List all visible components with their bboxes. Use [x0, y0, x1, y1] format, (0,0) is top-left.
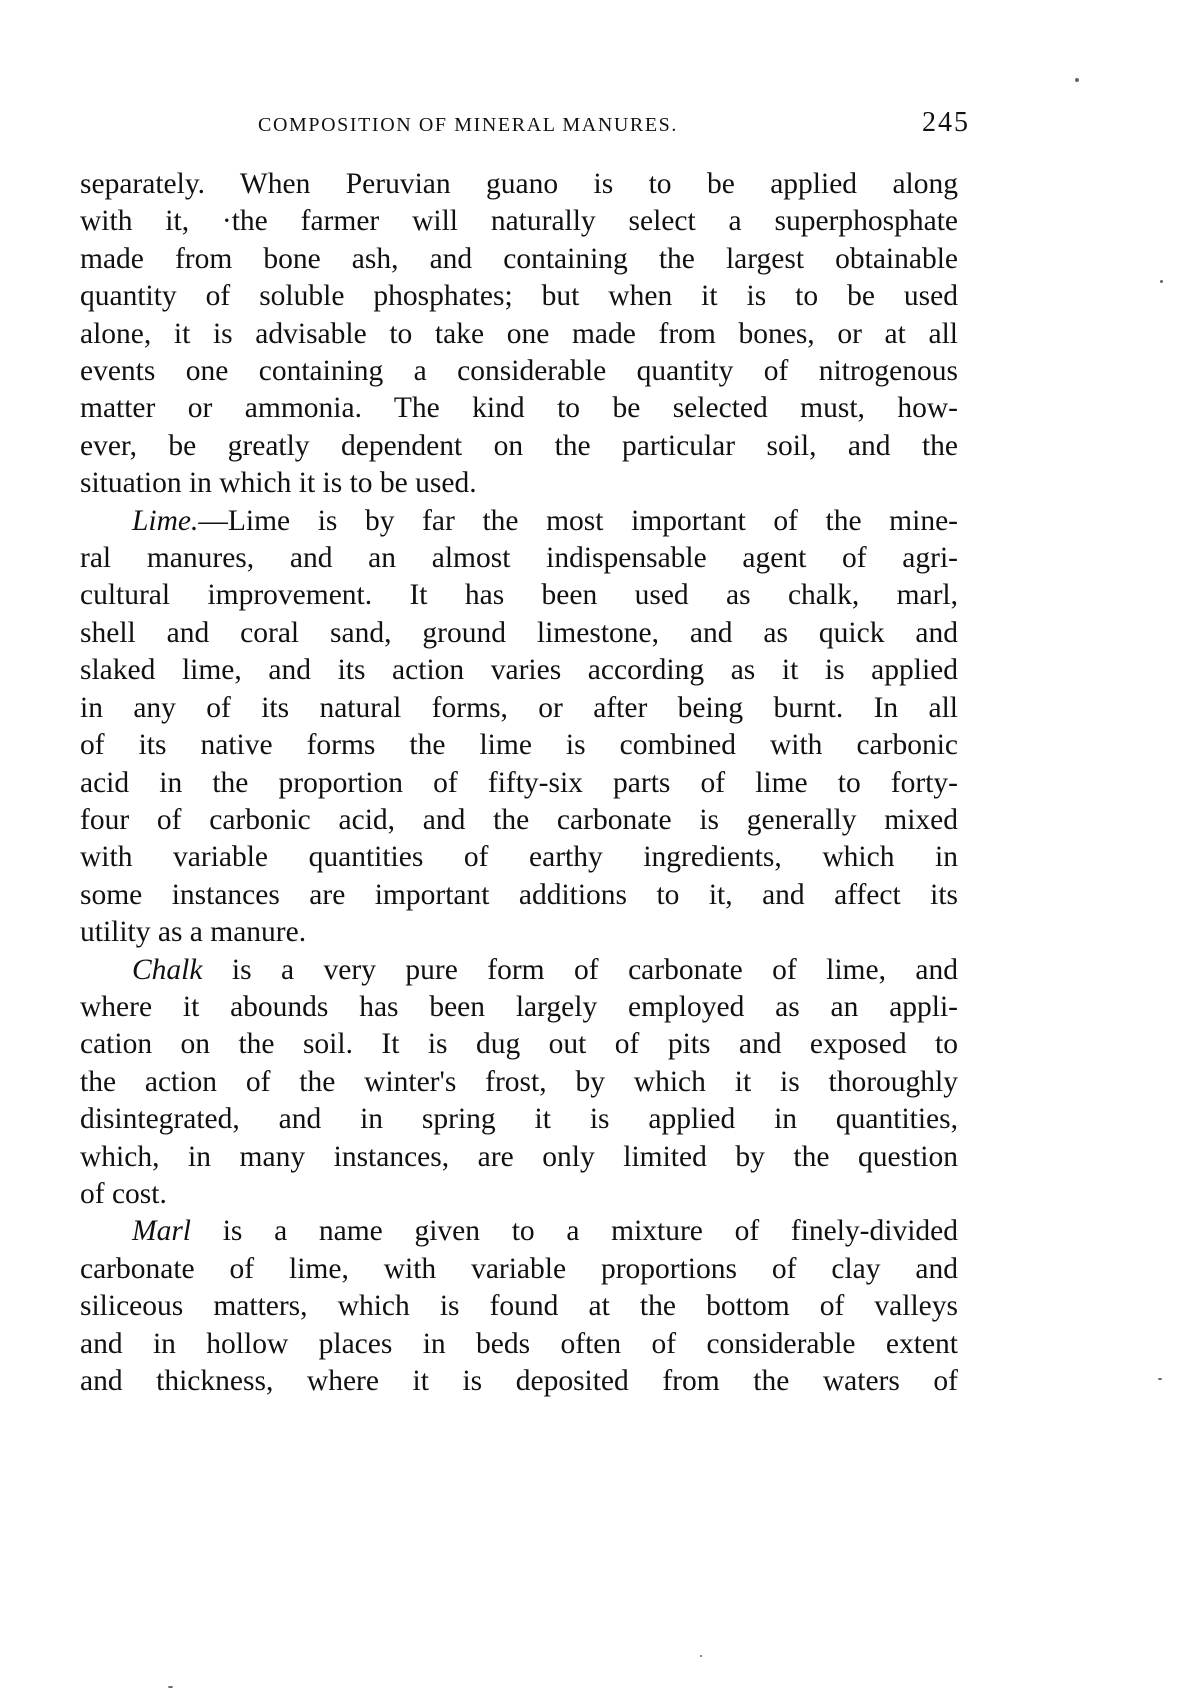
- scan-speck: [168, 1686, 173, 1688]
- text-line: with variable quantities of earthy ingredients, which in: [80, 841, 958, 874]
- text-line: utility as a manure.: [80, 916, 307, 949]
- text-line: Chalk is a very pure form of carbonate of lime, and: [132, 953, 958, 986]
- text-line: with it, ·the farmer will naturally select a superphosphate: [80, 205, 958, 238]
- text-line: separately. When Peruvian guano is to be applied along: [80, 168, 958, 200]
- text-line: Lime.—Lime is by far the most important of the mine-: [132, 504, 958, 537]
- text-line: and in hollow places in beds often of considerable extent: [80, 1327, 958, 1360]
- text-line: events one containing a considerable quantity of nitrogenous: [80, 355, 958, 388]
- text-line: the action of the winter's frost, by which it is thoroughly: [80, 1065, 958, 1098]
- text-line: of cost.: [80, 1177, 167, 1210]
- text-line: situation in which it is to be used.: [80, 467, 477, 500]
- text-line: cation on the soil. It is dug out of pits and exposed to: [80, 1028, 958, 1061]
- text-line: quantity of soluble phosphates; but when it is to be used: [80, 280, 958, 313]
- text-line: matter or ammonia. The kind to be selected must, how-: [80, 392, 958, 425]
- text-line: ever, be greatly dependent on the particular soil, and the: [80, 429, 958, 462]
- text-line: of its native forms the lime is combined with carbonic: [80, 729, 958, 762]
- scan-speck: [1158, 1378, 1162, 1380]
- section-term-lime: Lime.: [132, 504, 199, 537]
- scan-speck: [700, 1655, 702, 1657]
- text-line: Marl is a name given to a mixture of finely-divided: [132, 1215, 958, 1248]
- text-line: carbonate of lime, with variable proportions of clay and: [80, 1252, 958, 1285]
- text-line: made from bone ash, and containing the largest obtainable: [80, 242, 958, 275]
- paragraph-marl: [80, 1213, 958, 1400]
- text-line: some instances are important additions to it, and affect its: [80, 878, 958, 911]
- text-line: in any of its natural forms, or after being burnt. In all: [80, 691, 958, 724]
- section-term-marl: Marl: [132, 1215, 191, 1248]
- running-head: COMPOSITION OF MINERAL MANURES.: [258, 114, 679, 136]
- scan-speck: [1075, 78, 1079, 82]
- text-line: slaked lime, and its action varies according as it is applied: [80, 654, 958, 687]
- text-line: shell and coral sand, ground limestone, and as quick and: [80, 616, 958, 649]
- paragraph-guano: [80, 166, 958, 503]
- text-line: cultural improvement. It has been used as chalk, marl,: [80, 579, 958, 612]
- text-line: alone, it is advisable to take one made from bones, or at all: [80, 317, 958, 350]
- text-line: and thickness, where it is deposited from the waters of: [80, 1365, 958, 1397]
- text-line: ral manures, and an almost indispensable agent of agri-: [80, 542, 958, 575]
- scan-speck: [1160, 280, 1163, 283]
- text-line: disintegrated, and in spring it is applied in quantities,: [80, 1103, 958, 1136]
- text-line: siliceous matters, which is found at the bottom of valleys: [80, 1290, 958, 1323]
- paragraph-lime: [80, 503, 958, 952]
- text-line: which, in many instances, are only limited by the question: [80, 1140, 958, 1173]
- text-line: where it abounds has been largely employed as an appli-: [80, 990, 958, 1023]
- section-term-chalk: Chalk: [132, 953, 203, 986]
- text-line: four of carbonic acid, and the carbonate is generally mixed: [80, 803, 958, 836]
- page-header: [258, 107, 970, 139]
- page-number: 245: [922, 107, 970, 138]
- text-line: acid in the proportion of fifty-six parts of lime to forty-: [80, 766, 958, 799]
- paragraph-chalk: [80, 952, 958, 1214]
- page-body: [80, 166, 958, 1400]
